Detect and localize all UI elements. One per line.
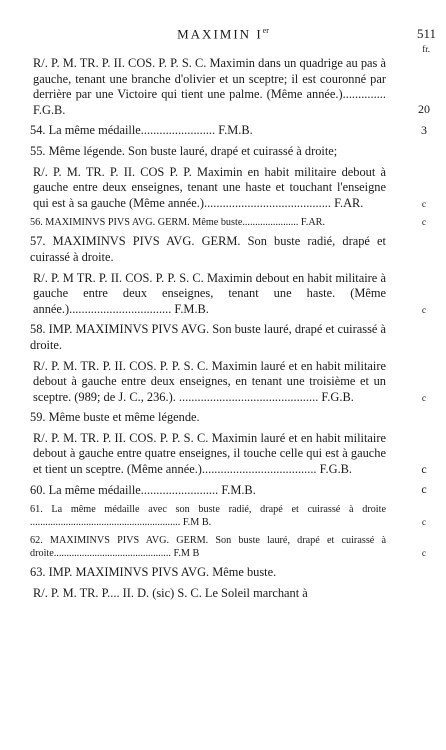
rarity-value: c [421,549,427,560]
running-title-text: MAXIMIN [177,26,252,42]
catalogue-entry [30,482,427,499]
catalogue-entry-reverse [30,586,386,602]
entry-text: R/. P. M. TR. P. II. COS. P. P. S. C. Maximin lauré et en habit militaire debout à gauche entre quatre enseignes, il touche celle qui est à gauche et tient un sceptre. (Même année.)..................................... F.G.B. [33,430,386,477]
rarity-value: c [421,200,427,211]
entry-text: 62. MAXIMINVS PIVS AVG. GERM. Son buste lauré, drapé et cuirassé à droite.............................................. F.M B [30,535,386,560]
rarity-value: c [421,461,427,476]
entry-text: R/. P. M. TR. P. II. COS. P. P. S. C. Maximin lauré et en habit militaire debout à gauche entre deux enseignes, en tenant une troisième et un sceptre. (989; de J. C., 236.). ............................................. F.G.B. [33,358,386,404]
page-number: 511 [416,26,436,41]
running-title [0,26,446,42]
entry-text: 55. Même légende. Son buste lauré, drapé et cuirassé à droite; [30,143,338,158]
price-unit-label: fr. [422,44,430,54]
rarity-value: c [421,218,427,229]
entry-text: R/. P. M. TR. P. II. COS P. P. Maximin en habit militaire debout à gauche entre deux enseignes, tenant une haste et touchant l'enseigne qui est à sa gauche (Même année.)......................................... F.AR. [33,164,386,210]
catalogue-entry-reverse [30,56,430,118]
entry-text: 63. IMP. MAXIMINVS PIVS AVG. Même buste. [30,565,277,580]
rarity-value: 3 [421,122,427,137]
entry-text: 56. MAXIMINVS PIVS AVG. GERM. Même buste...................... F.AR. [30,217,326,229]
page-header [0,24,446,54]
entry-text: R/. P. M. TR. P.... II. D. (sic) S. C. Le Soleil marchant à [33,585,308,600]
catalogue-entry [30,234,386,265]
entry-text: 60. La même médaille......................... F.M.B. [30,482,256,497]
catalogue-entry-reverse [30,430,427,478]
catalogue-entry [30,565,386,581]
catalogue-entry [30,144,386,160]
catalogue-entry-reverse [30,164,427,212]
entry-text: 57. MAXIMINVS PIVS AVG. GERM. Son buste radié, drapé et cuirassé à droite. [30,234,386,264]
catalogue-entry [30,503,427,529]
catalogue-entry-reverse [30,270,427,318]
running-title-numeral: I [256,26,263,42]
catalogue-entry [30,534,427,560]
entry-text: R/. P. M. TR. P. II. COS. P. P. S. C. Maximin dans un quadrige au pas à gauche, tenant une branche d'olivier et un sceptre; il est couronné par derrière par une Victoire qui tient une palme. (Même année.).............. F.G.B. [33,56,386,117]
catalogue-entries [30,56,430,606]
catalogue-entry-reverse [30,358,427,406]
catalogue-entry [30,216,427,229]
catalogue-entry [30,322,386,353]
entry-text: R/. P. M TR. P. II. COS. P. P. S. C. Maximin debout en habit militaire à gauche entre deux enseignes, tenant une haste. (Même année.)................................. F.M.B. [33,270,386,316]
rarity-value: c [421,482,427,497]
catalogue-entry [30,410,386,426]
running-title-sup: er [262,26,269,35]
entry-text: 54. La même médaille........................ F.M.B. [30,123,253,138]
rarity-value: c [421,394,427,405]
entry-text: 61. La même médaille avec son buste radié, drapé et cuirassé à droite ........................................................... F.M B. [30,504,386,529]
entry-text: 59. Même buste et même légende. [30,410,200,425]
rarity-value: c [421,306,427,317]
catalogue-entry [30,122,427,139]
rarity-value: c [421,518,427,529]
rarity-value: 20 [418,102,430,117]
entry-text: 58. IMP. MAXIMINVS PIVS AVG. Son buste lauré, drapé et cuirassé à droite. [30,322,386,352]
